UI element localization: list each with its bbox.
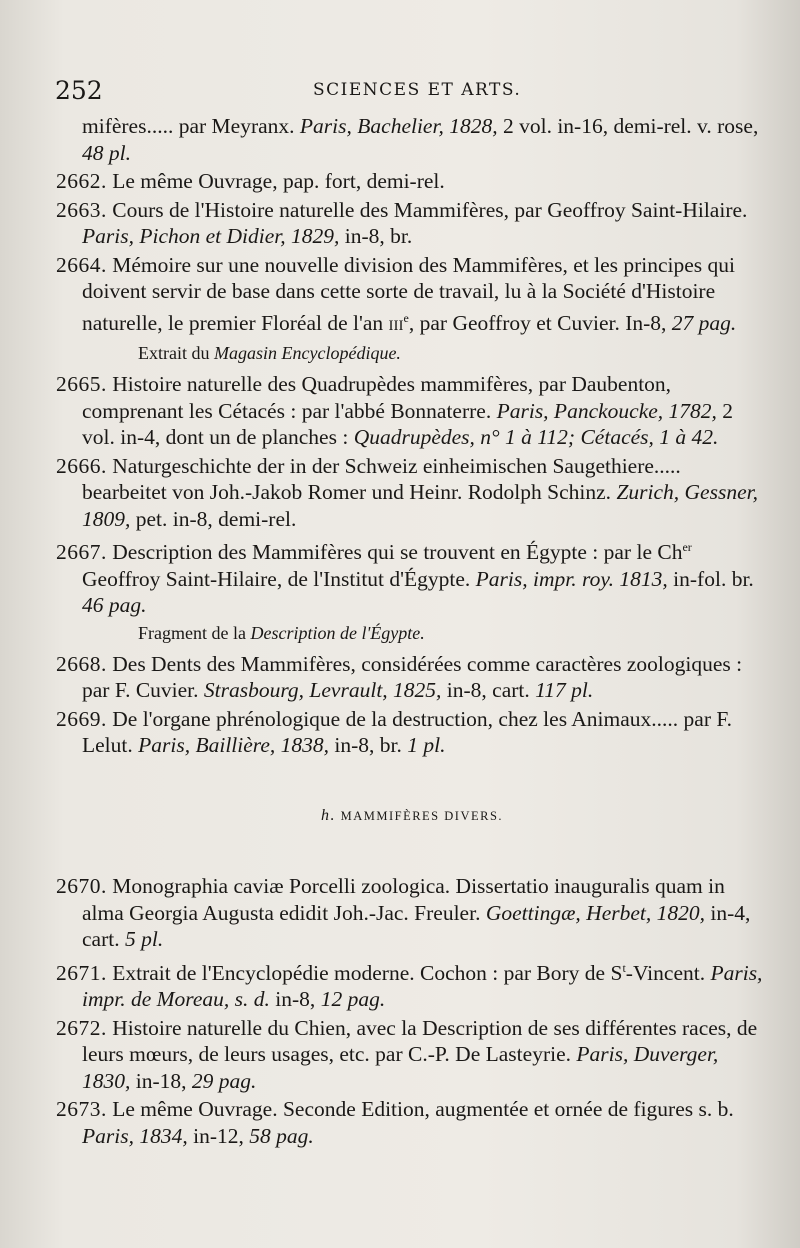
section-heading: h. MAMMIFÈRES DIVERS.: [320, 806, 504, 824]
entry-2663: 2663. Cours de l'Histoire naturelle des Mammifères, par Geoffroy Saint-Hilaire. Paris, Pichon et Didier, 1829, in-8, br.: [56, 197, 748, 248]
catalogue-text: [56, 113, 768, 1151]
entry-2666: 2666. Naturgeschichte der in der Schweiz einheimischen Saugethiere..... bearbeitet von Joh.-Jakob Romer und Heinr. Rodolph Schinz. Zurich, Gessner, 1809, pet. in-8, demi-rel.: [56, 453, 758, 531]
entry-2664: 2664. Mémoire sur une nouvelle division des Mammifères, et les principes qui doivent servir de base dans cette sorte de travail, lu à la Société d'Histoire naturelle, le premier Floréal de l'an IIIe, par Geoffroy et Cuvier. In-8, 27 pag.: [56, 252, 737, 335]
entry-2667-note: Fragment de la Description de l'Égypte.: [138, 622, 425, 643]
page-header: [55, 76, 775, 106]
entry-2673: 2673. Le même Ouvrage. Seconde Edition, augmentée et ornée de figures s. b. Paris, 1834, in-12, 58 pag.: [56, 1097, 734, 1148]
entry-2667: 2667. Description des Mammifères qui se trouvent en Égypte : par le $Ch^{er}$ Geoffroy Saint-Hilaire, de l'Institut d'Égypte. Paris, impr. roy. 1813, in-fol. br. 46 pag.: [56, 540, 754, 618]
entry-2670: 2670. Monographia caviæ Porcelli zoologica. Dissertatio inauguralis quam in alma Georgia Augusta edidit Joh.-Jac. Freuler. Goettingæ, Herbet, 1820, in-4, cart. 5 pl.: [56, 874, 751, 952]
entry-2671: 2671. Extrait de l'Encyclopédie moderne. Cochon : par Bory de $S^t$-Vincent. Paris, impr. de Moreau, s. d. in-8, 12 pag.: [56, 960, 763, 1012]
entry-2664-note: Extrait du Magasin Encyclopédique.: [138, 343, 401, 364]
entry-2665: 2665. Histoire naturelle des Quadrupèdes mammifères, par Daubenton, comprenant les Cétacés : par l'abbé Bonnaterre. Paris, Panckoucke, 1782, 2 vol. in-4, dont un de planches : Quadrupèdes, n° 1 à 112; Cétacés, 1 à 42.: [56, 372, 734, 450]
entry-2669: 2669. De l'organe phrénologique de la destruction, chez les Animaux..... par F. Lelut. Paris, Baillière, 1838, in-8, br. 1 pl.: [56, 706, 732, 758]
running-title: SCIENCES ET ARTS.: [313, 80, 522, 100]
continued-entry: mifères..... par Meyranx. Paris, Bachelier, 1828, 2 vol. in-16, demi-rel. v. rose, 48 pl.: [82, 114, 759, 165]
entry-2662: 2662. Le même Ouvrage, pap. fort, demi-rel.: [56, 169, 445, 193]
entry-2668: 2668. Des Dents des Mammifères, considérées comme caractères zoologiques : par F. Cuvier. Strasbourg, Levrault, 1825, in-8, cart. 117 pl.: [56, 651, 743, 703]
entry-2672: 2672. Histoire naturelle du Chien, avec la Description de ses différentes races, de leurs mœurs, de leurs usages, etc. par C.-P. De Lasteyrie. Paris, Duverger, 1830, in-18, 29 pag.: [56, 1015, 758, 1093]
page-number: 252: [55, 76, 103, 105]
